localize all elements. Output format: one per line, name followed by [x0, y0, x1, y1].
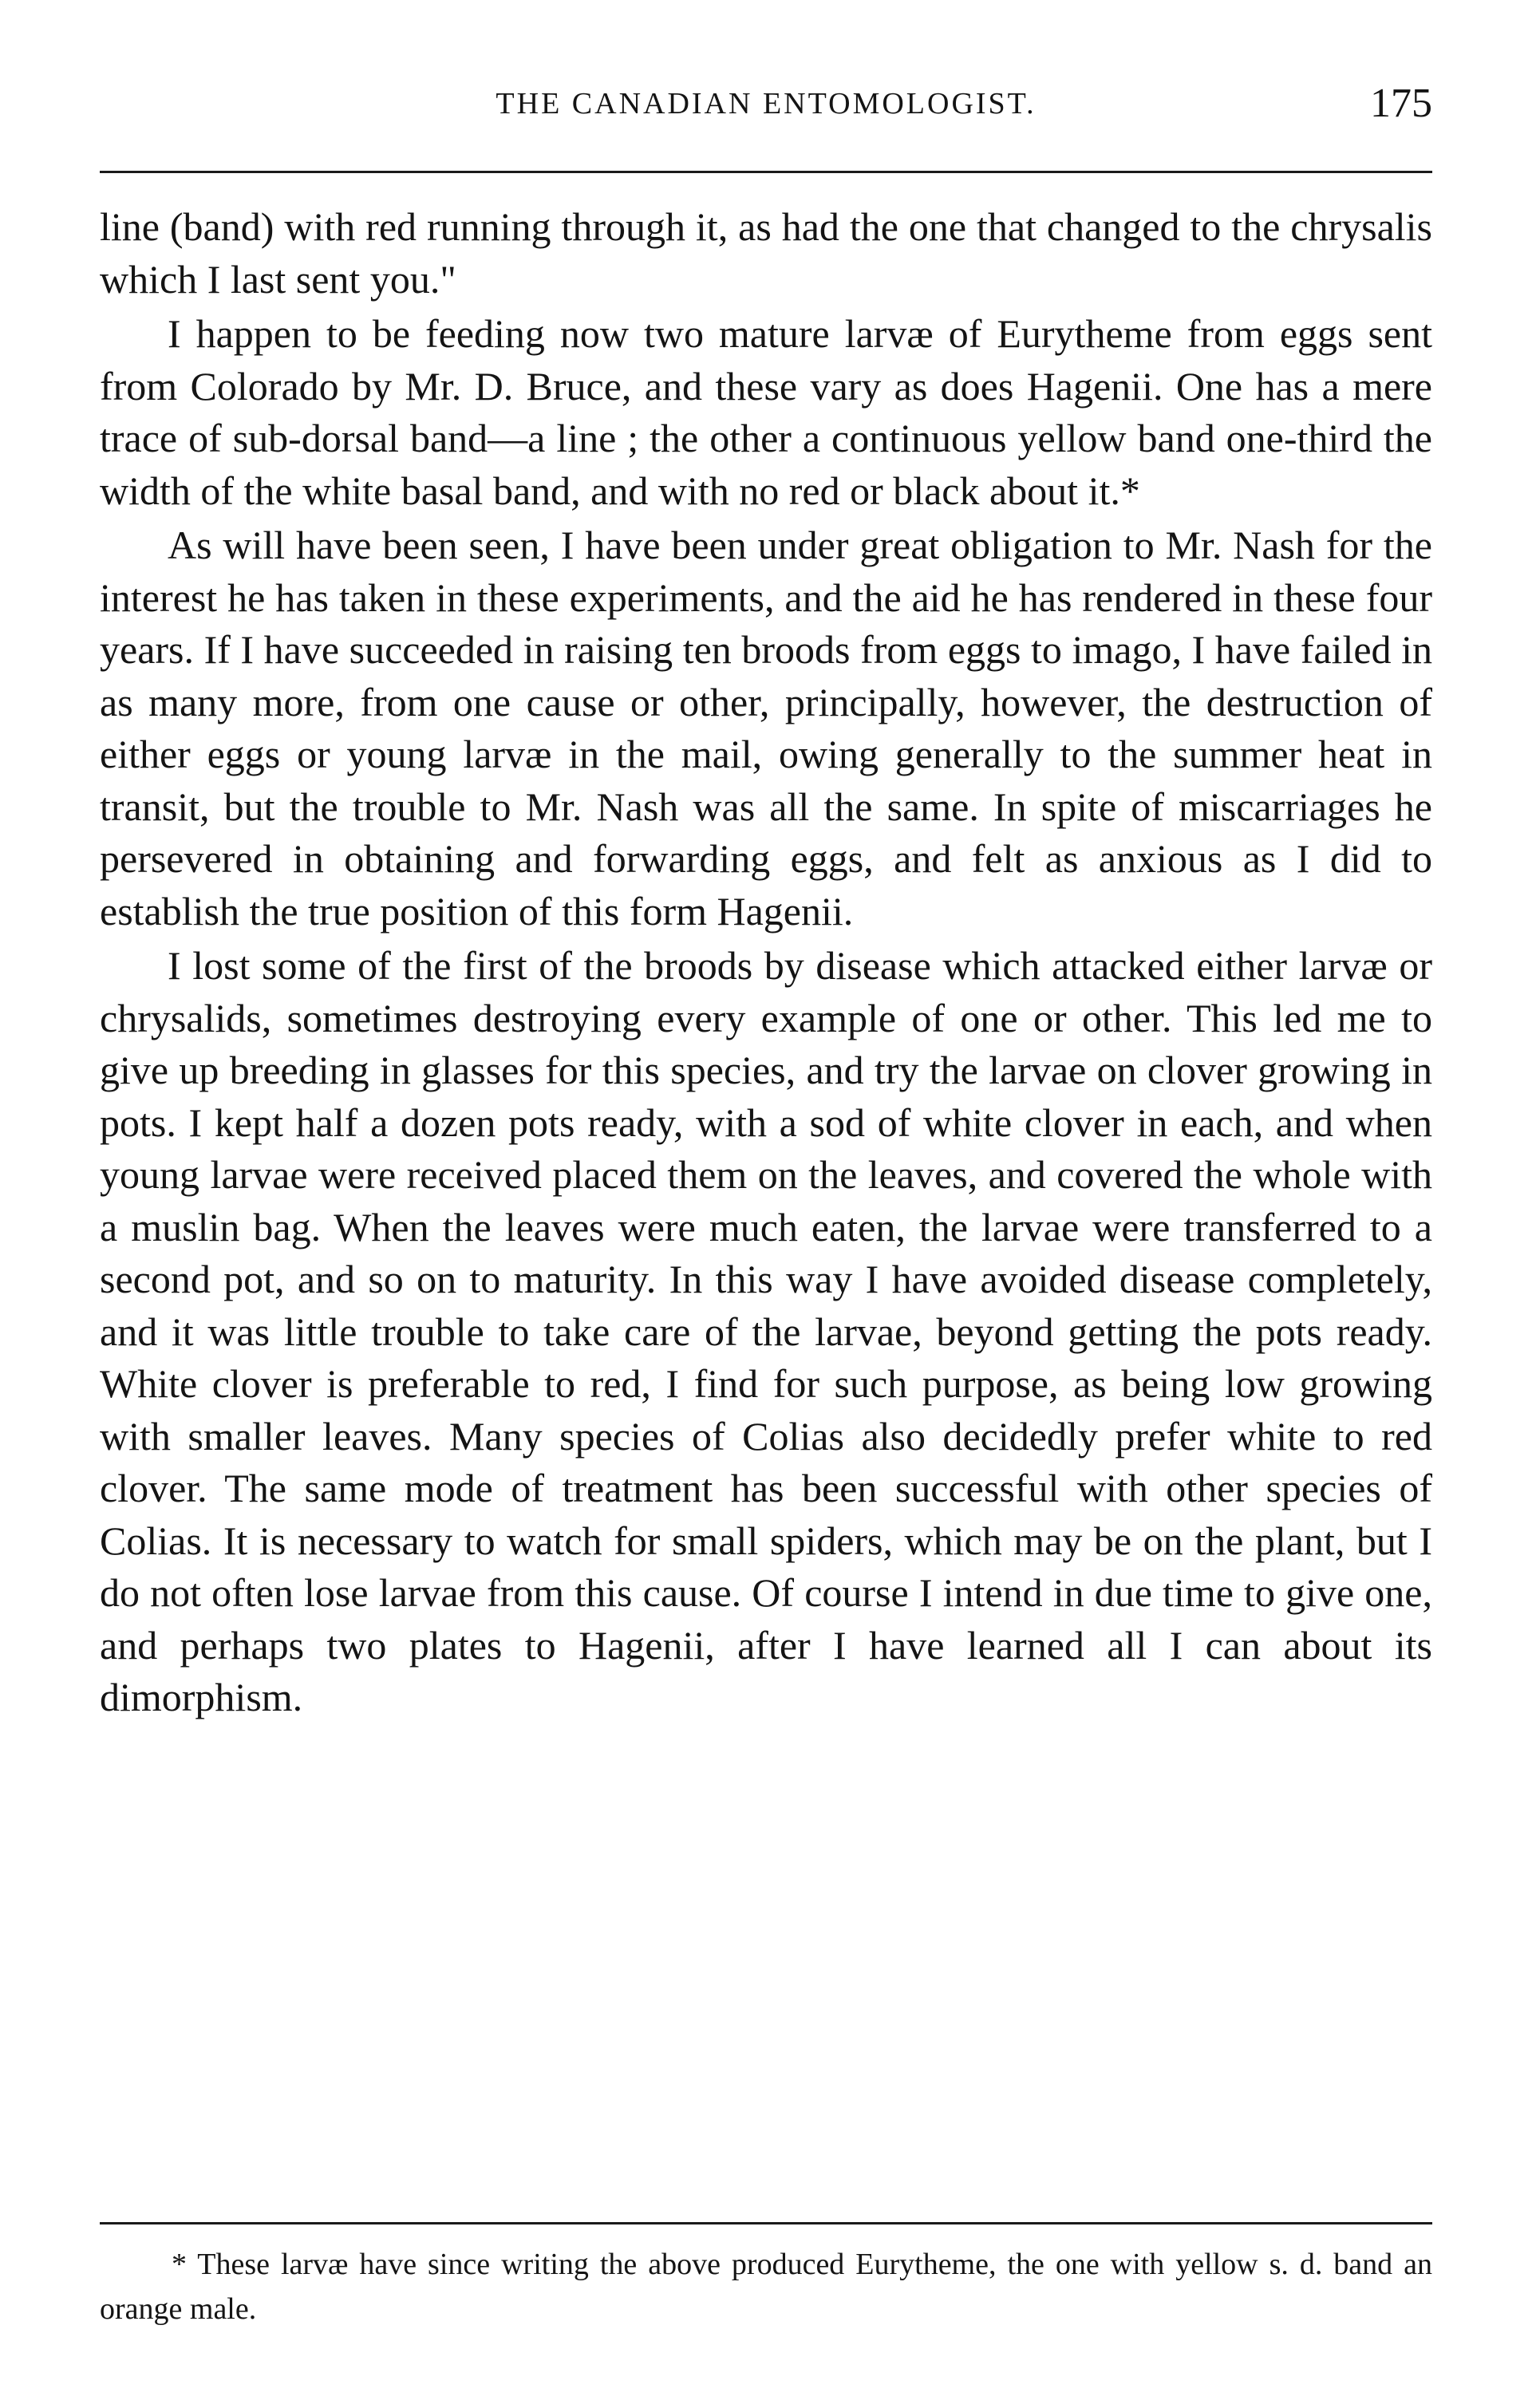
- footnote: * These larvæ have since writing the above produced Eurytheme, the one with yellow s. d. band an orange male.: [100, 2248, 1432, 2326]
- paragraph-breeding-method: I lost some of the first of the broods by disease which attacked either larvæ or chrysalids, sometimes destroying every example of one or other. This led me to give up breeding in glasses for this species, and try the larvae on clover growing in pots. I kept half a dozen pots ready, with a sod of white clover in each, and when young larvae were received placed them on the leaves, and covered the whole with a muslin bag. When the leaves were much eaten, the larvae were transferred to a second pot, and so on to maturity. In this way I have avoided disease completely, and it was little trouble to take care of the larvae, beyond getting the pots ready. White clover is preferable to red, I find for such purpose, as being low growing with smaller leaves. Many species of Colias also decidedly prefer white to red clover. The same mode of treatment has been successful with other species of Colias. It is necessary to watch for small spiders, which may be on the plant, but I do not often lose larvae from this cause. Of course I intend in due time to give one, and perhaps two plates to Hagenii, after I have learned all I can about its dimorphism.: [100, 943, 1432, 1719]
- header-rule: [100, 171, 1432, 173]
- body-text: [100, 201, 1432, 1724]
- paragraph-nash-obligation: As will have been seen, I have been under great obligation to Mr. Nash for the interest he has taken in these experiments, and the aid he has rendered in these four years. If I have succeeded in raising ten broods from eggs to imago, I have failed in as many more, from one cause or other, principally, however, the destruction of either eggs or young larvæ in the mail, owing generally to the summer heat in transit, but the trouble to Mr. Nash was all the same. In spite of miscarriages he persevered in obtaining and forwarding eggs, and felt as anxious as I did to establish the true position of this form Hagenii.: [100, 523, 1432, 934]
- running-title: THE CANADIAN ENTOMOLOGIST.: [496, 87, 1037, 120]
- footnote-rule: [100, 2222, 1432, 2224]
- paragraph-continuation: line (band) with red running through it, as had the one that changed to the chrysalis which I last sent you.": [100, 204, 1432, 302]
- page-header: [100, 80, 1432, 144]
- page-number: 175: [1370, 81, 1432, 126]
- paragraph-eurytheme-larvae: I happen to be feeding now two mature larvæ of Eurytheme from eggs sent from Colorado by Mr. D. Bruce, and these vary as does Hagenii. One has a mere trace of sub-dorsal band—a line ; the other a continuous yellow band one-third the width of the white basal band, and with no red or black about it.*: [100, 311, 1432, 513]
